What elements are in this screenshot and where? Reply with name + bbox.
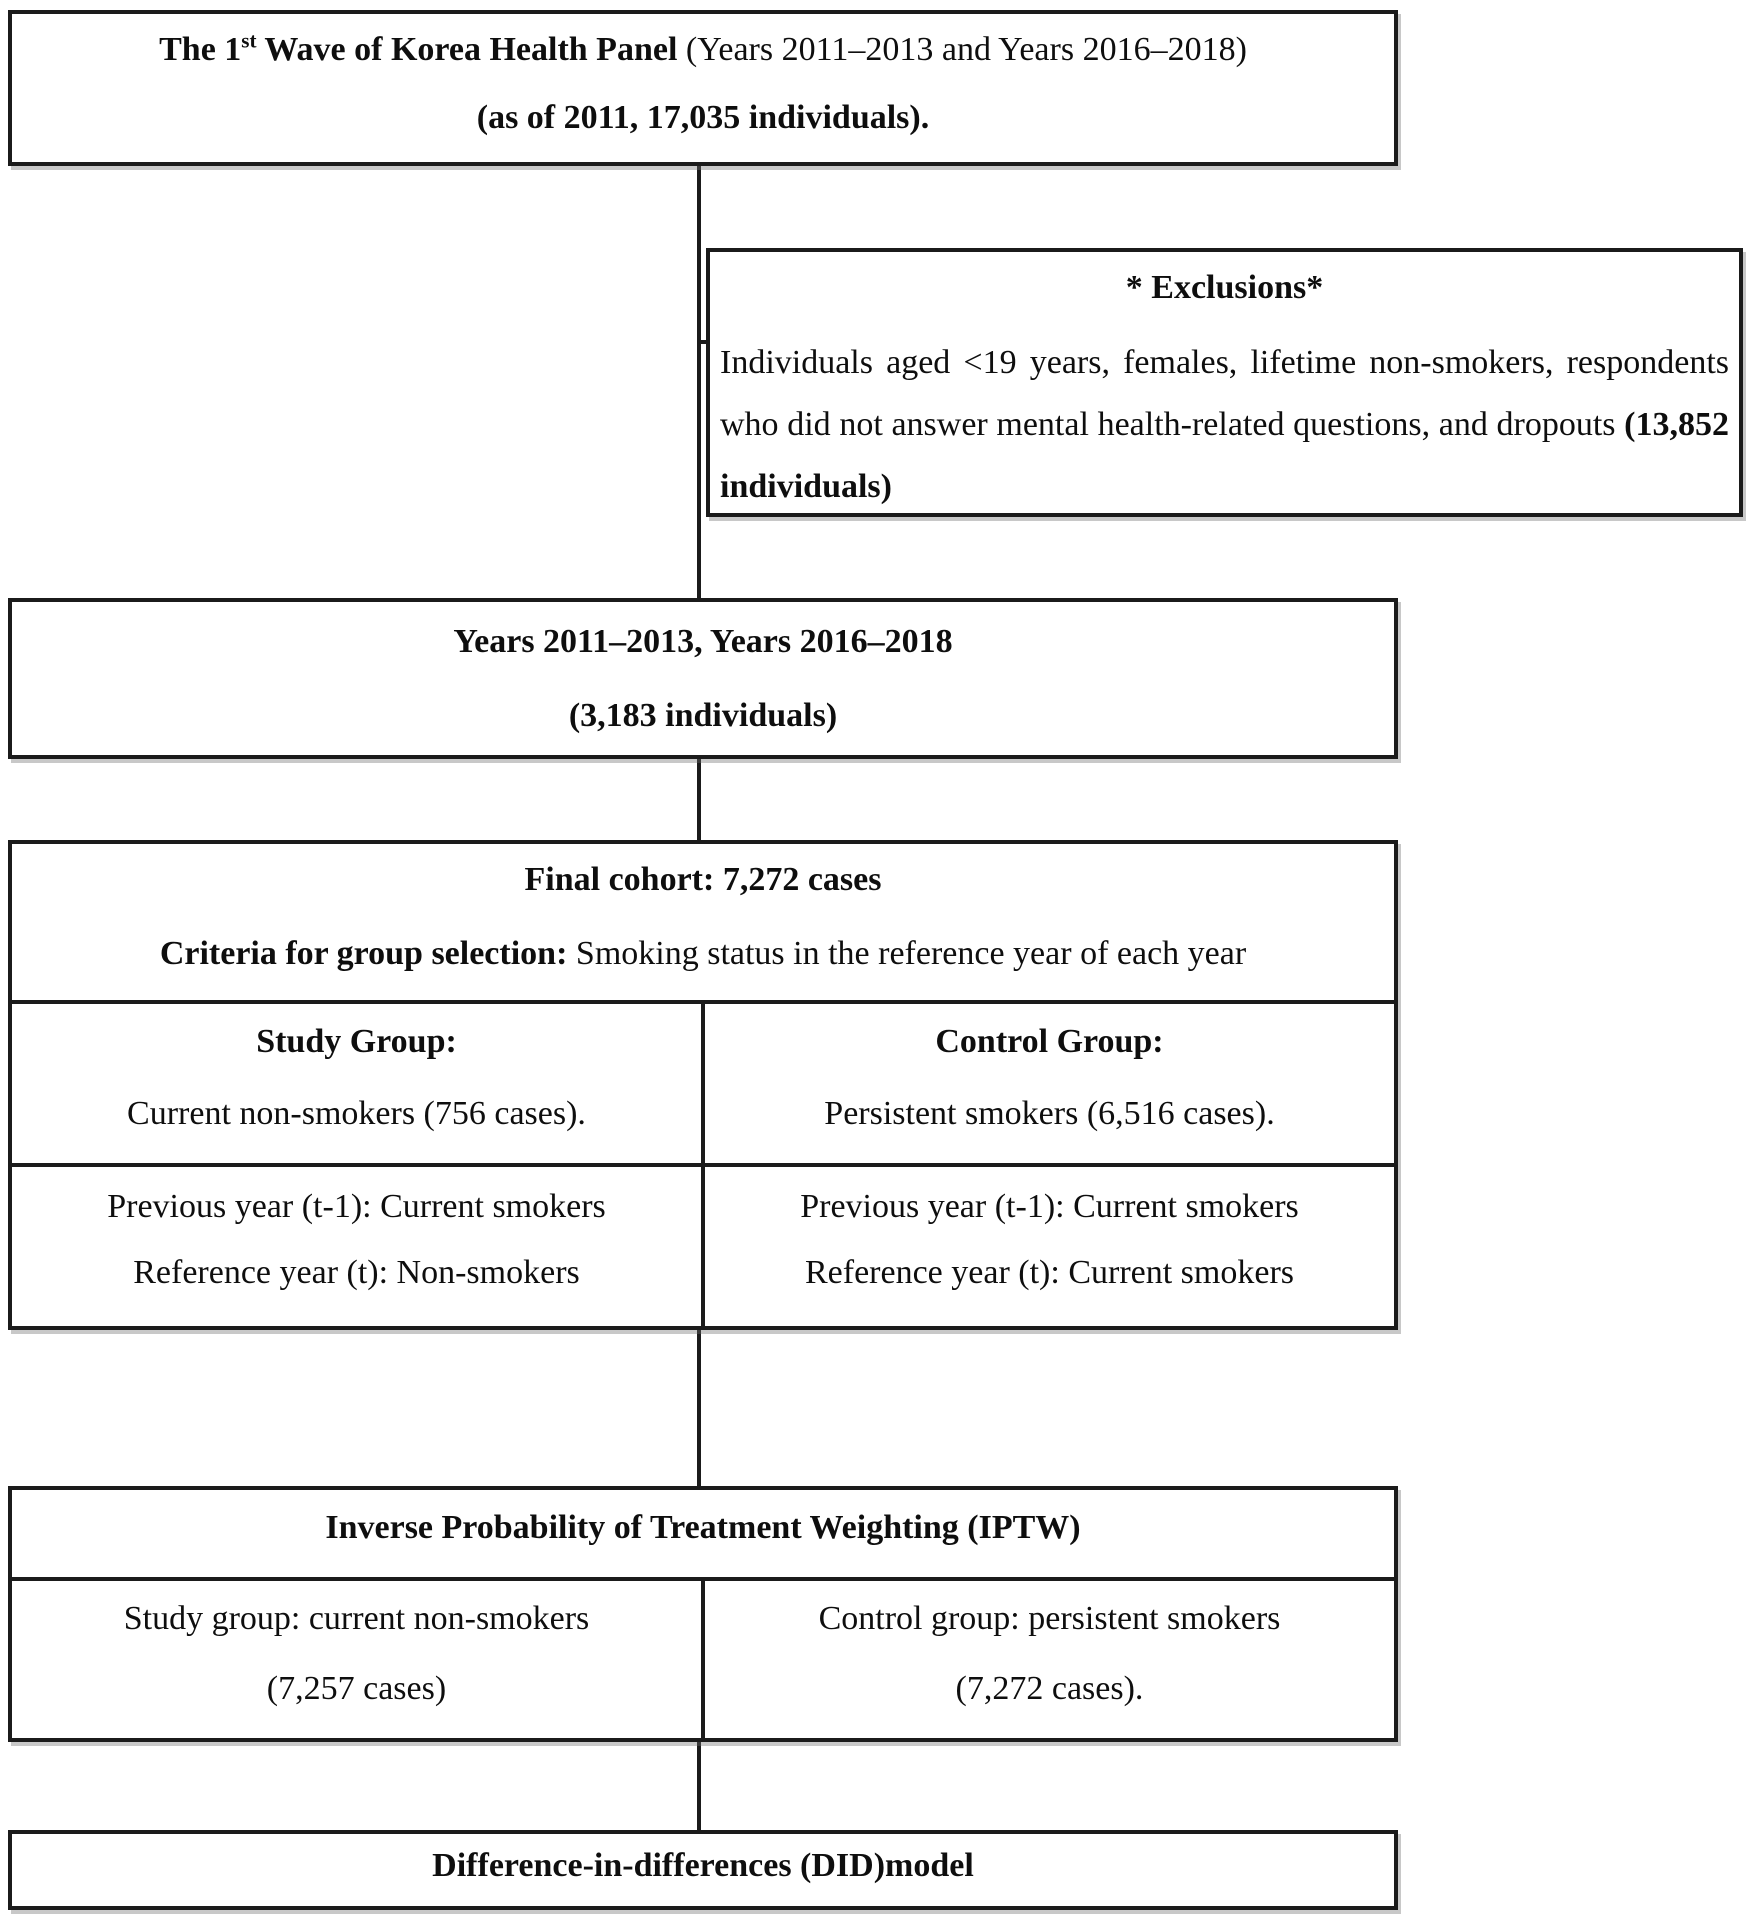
control-reference-year-line: Reference year (t): Current smokers — [805, 1254, 1294, 1291]
did-model-title: Difference-in-differences (DID)model — [432, 1847, 974, 1884]
exclusions-count: (13,852 individuals) — [720, 406, 1729, 505]
final-cohort-title: Final cohort: 7,272 cases — [524, 861, 882, 898]
control-group-cell — [705, 1004, 1394, 1163]
exclusions-box — [706, 248, 1743, 517]
iptw-study-cell — [12, 1581, 705, 1738]
iptw-study-line: Study group: current non-smokers — [123, 1600, 590, 1637]
final-cohort-box — [8, 840, 1398, 1330]
korea-health-panel-count: (as of 2011, 17,035 individuals). — [476, 99, 930, 136]
final-cohort-header — [12, 844, 1394, 1004]
group-criteria-row — [12, 1167, 1394, 1326]
iptw-box — [8, 1486, 1398, 1742]
study-previous-year-line: Previous year (t-1): Current smokers — [107, 1188, 606, 1225]
exclusions-title: * Exclusions* — [1125, 269, 1324, 306]
study-group-heading: Study Group: — [256, 1023, 457, 1060]
control-previous-year-line: Previous year (t-1): Current smokers — [800, 1188, 1299, 1225]
study-group-cell — [12, 1004, 705, 1163]
connector-line-cohort-to-iptw — [697, 1330, 701, 1486]
iptw-study-count: (7,257 cases) — [266, 1670, 447, 1707]
years-range: Years 2011–2013, Years 2016–2018 — [453, 623, 953, 660]
years-box — [8, 598, 1398, 759]
connector-line-years-to-cohort — [697, 759, 701, 840]
study-group-criteria-cell — [12, 1167, 705, 1326]
connector-line-top-to-years — [697, 166, 701, 598]
criteria-line: Criteria for group selection: Smoking status in the reference year of each year — [159, 935, 1247, 972]
korea-health-panel-title: The 1st Wave of Korea Health Panel (Years 2011–2013 and Years 2016–2018) — [159, 28, 1247, 68]
study-reference-year-line: Reference year (t): Non-smokers — [133, 1254, 580, 1291]
years-count: (3,183 individuals) — [568, 697, 838, 734]
iptw-header — [12, 1490, 1394, 1581]
control-group-line: Persistent smokers (6,516 cases). — [824, 1095, 1275, 1132]
superscript-st: st — [241, 28, 257, 53]
study-group-line: Current non-smokers (756 cases). — [127, 1095, 586, 1132]
iptw-control-line: Control group: persistent smokers — [818, 1600, 1281, 1637]
iptw-control-count: (7,272 cases). — [955, 1670, 1144, 1707]
connector-line-iptw-to-did — [697, 1742, 701, 1830]
iptw-title: Inverse Probability of Treatment Weighting (IPTW) — [325, 1509, 1081, 1546]
control-group-heading: Control Group: — [935, 1023, 1164, 1060]
exclusions-body: Individuals aged <19 years, females, lifetime non-smokers, respondents who did not answer mental health-related questions, and dropouts (13,852 individuals) — [720, 344, 1729, 505]
group-headings-row — [12, 1004, 1394, 1167]
did-model-box — [8, 1830, 1398, 1910]
iptw-groups-row — [12, 1581, 1394, 1738]
iptw-control-cell — [705, 1581, 1394, 1738]
korea-health-panel-box — [8, 10, 1398, 166]
control-group-criteria-cell — [705, 1167, 1394, 1326]
